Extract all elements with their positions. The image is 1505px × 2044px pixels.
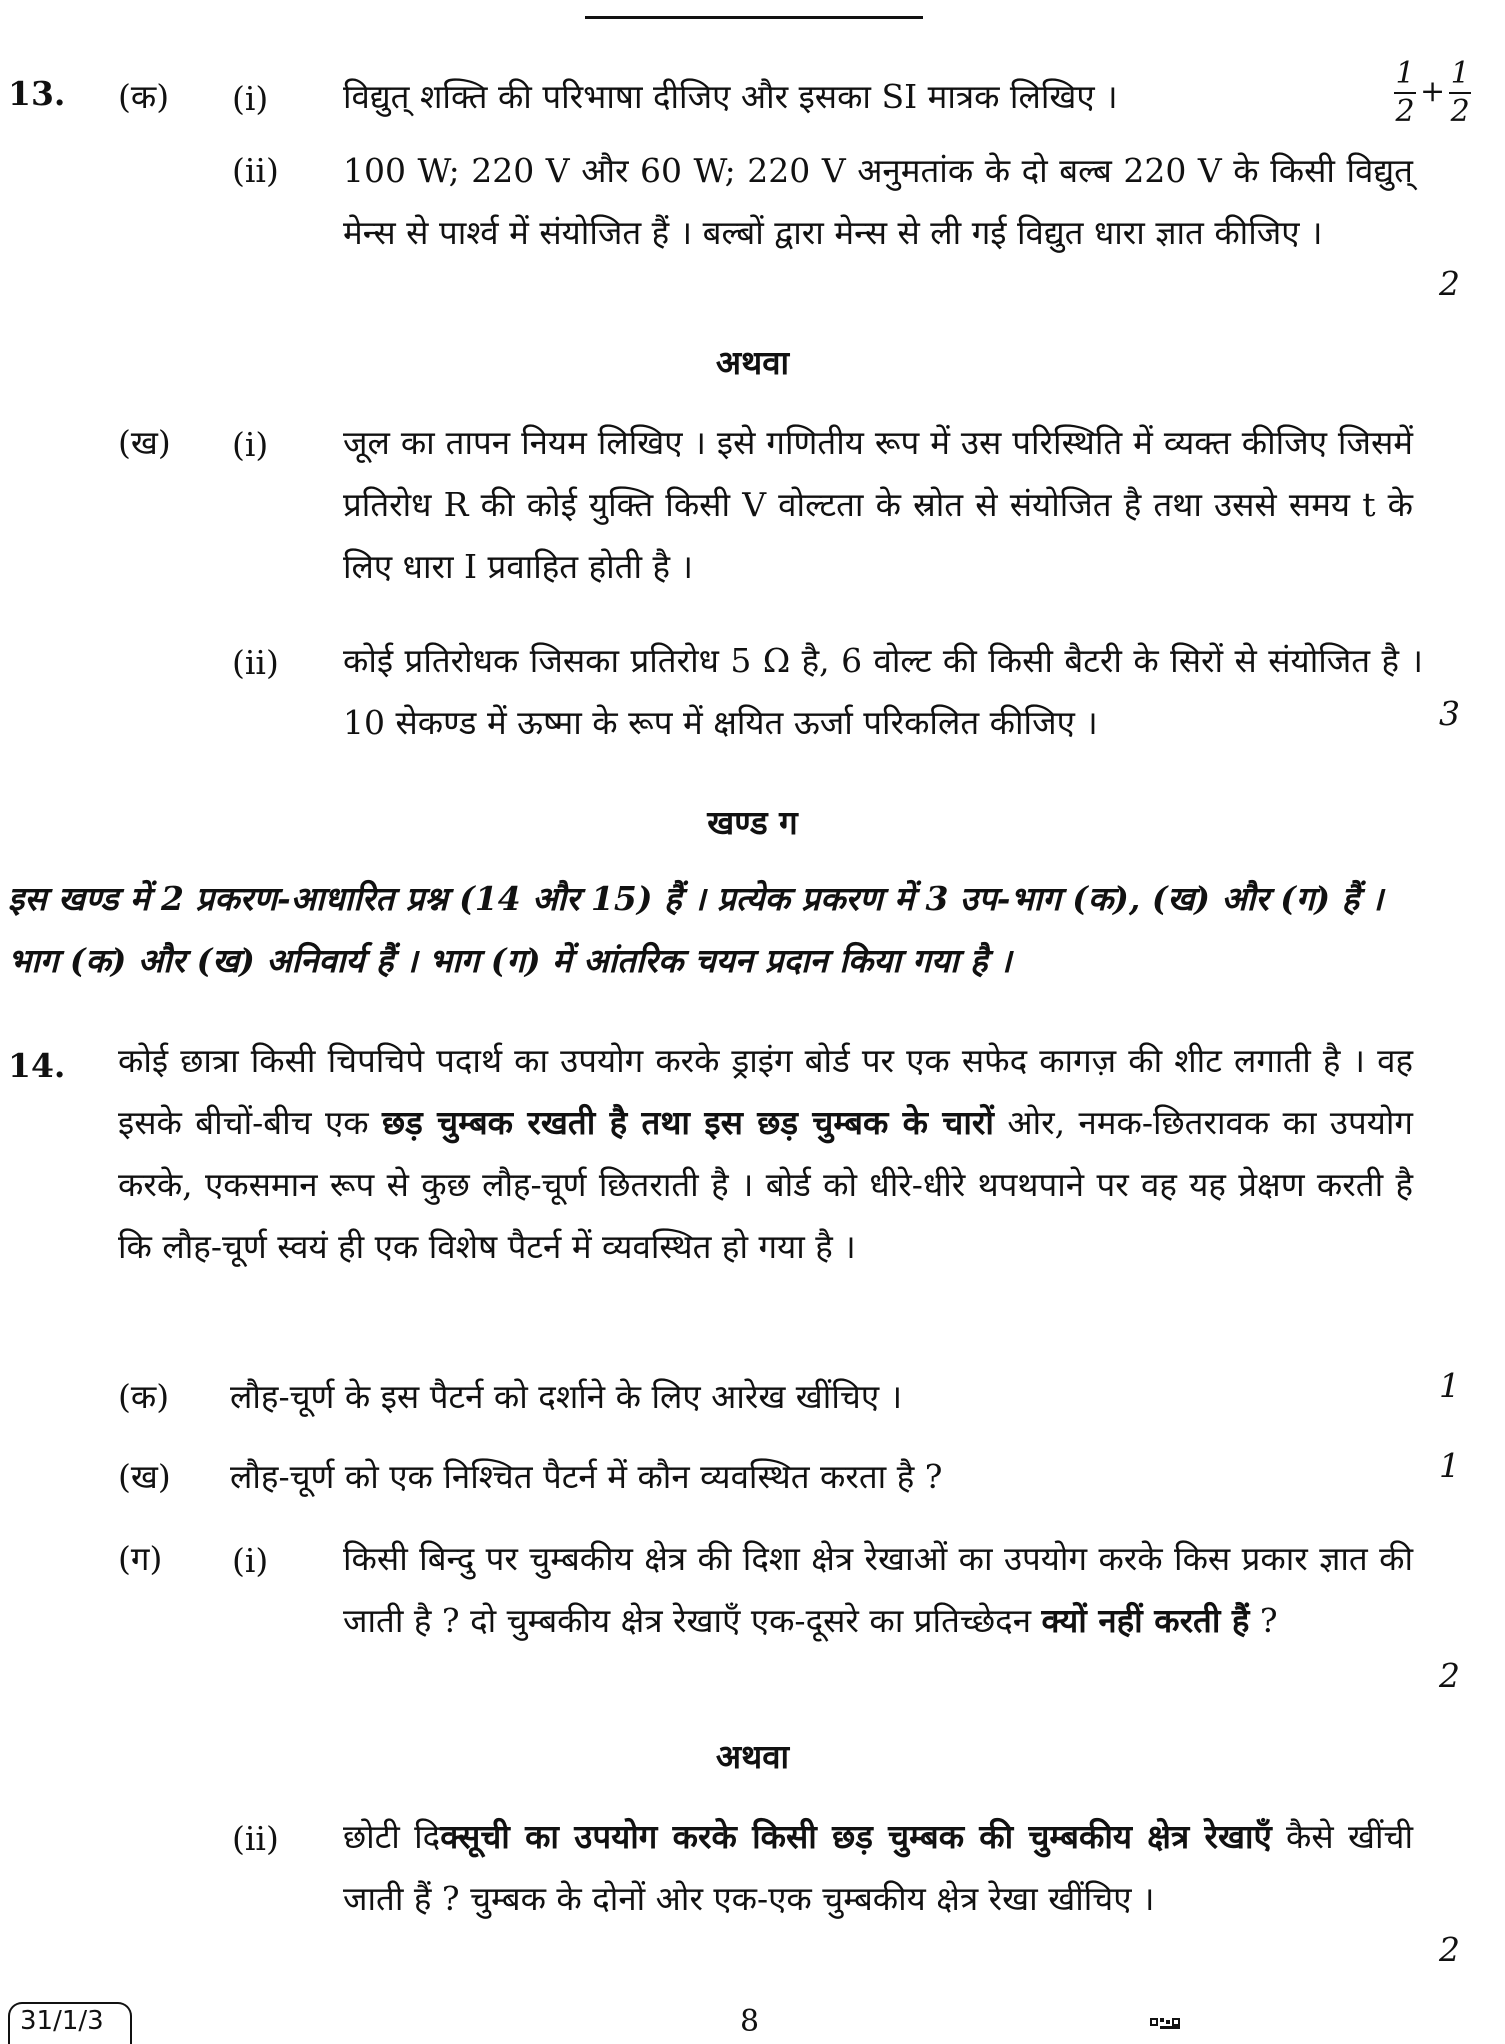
q13-b-ii-label: (ii): [232, 643, 279, 682]
question-number-14: 14.: [8, 1046, 66, 1085]
question-number-13: 13.: [8, 74, 66, 113]
fraction-half: [1394, 58, 1416, 128]
q14-a-marks: 1: [1439, 1366, 1460, 1405]
q14-c-i-text: [343, 1528, 1413, 1652]
q14-c-i-label: (i): [232, 1541, 269, 1580]
q14-c-ii-text-start: छोटी दि: [343, 1817, 441, 1856]
q14-c-i-text-main: किसी बिन्दु पर चुम्बकीय क्षेत्र की दिशा क्षेत्र रेखाओं का उपयोग करके किस प्रकार ज्ञात की जाती है ? दो चुम्बकीय क्षेत्र रेखाएँ एक-दूसरे का प्रतिच्छेदन: [343, 1539, 1413, 1640]
q13-a-i-label: (i): [232, 79, 269, 118]
q14-b-marks: 1: [1439, 1446, 1460, 1485]
q14-stem: [118, 1030, 1413, 1278]
q13-a-i-text: विद्युत् शक्ति की परिभाषा दीजिए और इसका SI मात्रक लिखिए ।: [343, 77, 1118, 116]
q13-a-ii-marks: 2: [1439, 264, 1460, 303]
page-number: 8: [740, 2004, 760, 2039]
q14-c-ii-marks: 2: [1439, 1930, 1460, 1969]
q14-c-i-marks: 2: [1439, 1656, 1460, 1695]
q14-part-b-label: (ख): [118, 1457, 171, 1496]
q14-stem-text: कोई छात्रा किसी चिपचिपे पदार्थ का उपयोग करके ड्राइंग बोर्ड पर एक सफेद कागज़ की शीट लगाती है । वह इसके बीचों-बीच एक: [118, 1041, 1413, 1142]
qr-code-icon: [1150, 2018, 1186, 2034]
numerator: 1: [1395, 56, 1415, 91]
plus-sign: +: [1420, 74, 1446, 109]
q14-c-ii-label: (ii): [232, 1819, 279, 1858]
section-instructions: इस खण्ड में 2 प्रकरण-आधारित प्रश्न (14 और 15) हैं । प्रत्येक प्रकरण में 3 उप-भाग (क), (ख) और (ग) हैं । भाग (क) और (ख) अनिवार्य हैं । भाग (ग) में आंतरिक चयन प्रदान किया गया है ।: [8, 879, 1384, 980]
top-rule: [585, 16, 923, 19]
q14-c-ii-bold: क्सूची का उपयोग करके किसी छड़ चुम्बक की चुम्बकीय क्षेत्र रेखाएँ: [440, 1817, 1272, 1856]
q13-part-a-label: (क): [118, 77, 170, 116]
q14-stem-text-end: ओर, नमक-छितरावक का उपयोग करके, एकसमान रूप से कुछ लौह-चूर्ण छितराती है । बोर्ड को धीरे-धीरे थपथपाने पर वह यह प्रेक्षण करती है कि लौह-चूर्ण स्वयं ही एक विशेष पैटर्न में व्यवस्थित हो गया है ।: [118, 1103, 1413, 1266]
q14-c-ii-text-end: कैसे खींची जाती हैं ? चुम्बक के दोनों ओर एक-एक चुम्बकीय क्षेत्र रेखा खींचिए ।: [343, 1817, 1413, 1918]
paper-code: 31/1/3: [20, 2006, 104, 2036]
q13-a-ii-label: (ii): [232, 151, 279, 190]
denominator: 2: [1450, 94, 1470, 129]
q14-part-a-label: (क): [118, 1377, 170, 1416]
q13-a-i-marks: [1394, 58, 1471, 128]
or-separator: अथवा: [715, 1737, 790, 1776]
q13-b-i-label: (i): [232, 425, 269, 464]
q13-a-ii-text: 100 W; 220 V और 60 W; 220 V अनुमतांक के दो बल्ब 220 V के किसी विद्युत् मेन्स से पार्श्व में संयोजित हैं । बल्बों द्वारा मेन्स से ली गई विद्युत धारा ज्ञात कीजिए ।: [343, 151, 1413, 252]
numerator: 1: [1450, 56, 1470, 91]
q14-c-i-bold: क्यों नहीं करती हैं: [1041, 1601, 1250, 1640]
q14-part-c-label: (ग): [118, 1539, 163, 1578]
denominator: 2: [1395, 94, 1415, 129]
q13-b-i-text: जूल का तापन नियम लिखिए । इसे गणितीय रूप में उस परिस्थिति में व्यक्त कीजिए जिसमें प्रतिरोध R की कोई युक्ति किसी V वोल्टता के स्रोत से संयोजित है तथा उससे समय t के लिए धारा I प्रवाहित होती है ।: [343, 423, 1413, 586]
q13-b-marks: 3: [1439, 694, 1460, 733]
q14-c-i-end: ?: [1249, 1601, 1278, 1640]
q14-b-text: लौह-चूर्ण को एक निश्चित पैटर्न में कौन व्यवस्थित करता है ?: [230, 1457, 943, 1496]
q13-part-b-label: (ख): [118, 423, 171, 462]
or-separator: अथवा: [715, 343, 790, 382]
q13-b-ii-text: कोई प्रतिरोधक जिसका प्रतिरोध 5 Ω है, 6 वोल्ट की किसी बैटरी के सिरों से संयोजित है । 10 सेकण्ड में ऊष्मा के रूप में क्षयित ऊर्जा परिकलित कीजिए ।: [343, 641, 1423, 742]
q14-c-ii-text: [343, 1806, 1413, 1930]
q14-stem-bold: छड़ चुम्बक रखती है तथा इस छड़ चुम्बक के चारों: [381, 1103, 994, 1142]
q14-a-text: लौह-चूर्ण के इस पैटर्न को दर्शाने के लिए आरेख खींचिए ।: [230, 1377, 903, 1416]
fraction-half: [1449, 58, 1471, 128]
section-title: खण्ड ग: [707, 803, 798, 842]
